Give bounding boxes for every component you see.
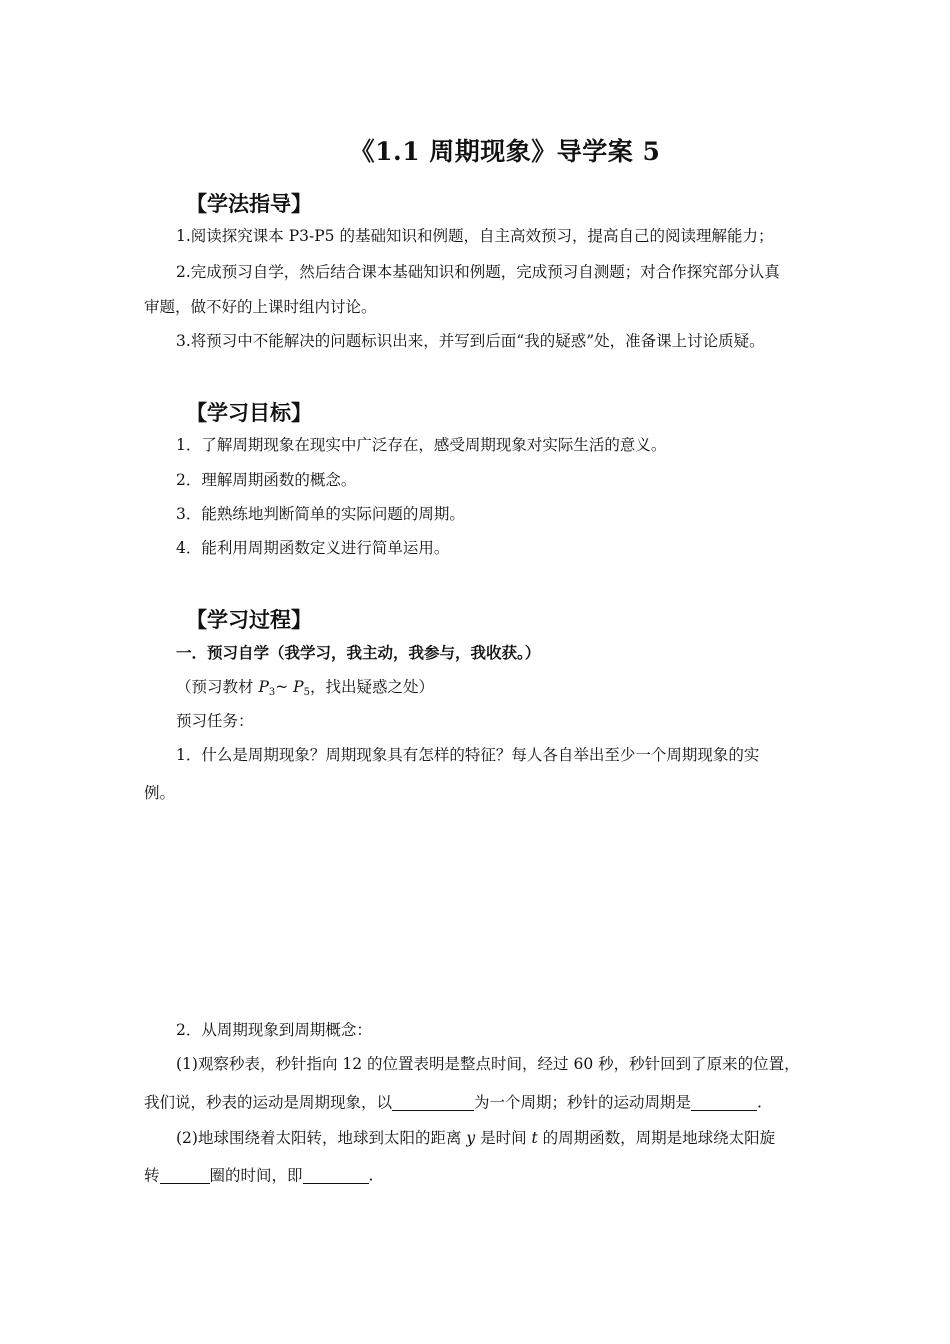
heading-learning-goals: 【学习目标】 <box>186 400 312 425</box>
method-item-3: 3.将预习中不能解决的问题标识出来，并写到后面“我的疑惑”处，准备课上讨论质疑。 <box>176 332 765 350</box>
q2-2-text-b: 是时间 <box>475 1129 532 1147</box>
textbook-note-prefix: （预习教材 <box>176 678 259 696</box>
textbook-note-suffix: ，找出疑惑之处） <box>309 678 434 696</box>
question-1-line-2: 例。 <box>144 784 176 802</box>
answer-blank-earth-period[interactable] <box>303 1167 369 1184</box>
answer-blank-period-unit[interactable] <box>392 1094 474 1111</box>
q2-2-text-d: 转 <box>144 1166 160 1185</box>
q2-2-end: . <box>368 1166 374 1185</box>
page-title: 《1.1 周期现象》导学案 5 <box>349 137 661 166</box>
textbook-note <box>176 680 434 698</box>
answer-blank-laps[interactable] <box>160 1167 210 1184</box>
goal-item-4: 4．能利用周期函数定义进行简单运用。 <box>176 539 450 557</box>
method-item-1: 1.阅读探究课本 P3-P5 的基础知识和例题，自主高效预习，提高自己的阅读理解能力； <box>176 227 774 245</box>
q2-2-text-a: (2)地球围绕着太阳转，地球到太阳的距离 <box>176 1129 467 1147</box>
goal-item-2: 2．理解周期函数的概念。 <box>176 471 357 489</box>
question-2-1-line-1: (1)观察秒表，秒针指向 12 的位置表明是整点时间，经过 60 秒，秒针回到了原来的位置， <box>176 1055 800 1073</box>
answer-blank-second-hand-period[interactable] <box>691 1094 757 1111</box>
goal-item-1: 1．了解周期现象在现实中广泛存在，感受周期现象对实际生活的意义。 <box>176 436 667 454</box>
task-label: 预习任务： <box>176 712 254 730</box>
q2-2-text-c: 的周期函数，周期是地球绕太阳旋 <box>537 1129 776 1147</box>
question-2-label: 2．从周期现象到周期概念： <box>176 1021 372 1039</box>
method-item-2: 2.完成预习自学，然后结合课本基础知识和例题，完成预习自测题；对合作探究部分认真 <box>176 263 780 281</box>
page-var-1: P <box>258 678 269 696</box>
heading-learning-process: 【学习过程】 <box>186 607 312 632</box>
var-y: y <box>466 1129 476 1147</box>
page-sub-2: 5 <box>303 687 310 698</box>
q2-1-text-a: 我们说，秒表的运动是周期现象，以 <box>144 1093 393 1112</box>
page-var-2: P <box>293 678 304 696</box>
question-2-1-line-2 <box>144 1094 762 1111</box>
question-2-2-line-2 <box>144 1167 373 1184</box>
var-t: t <box>531 1129 538 1147</box>
q2-1-text-b: 为一个周期；秒针的运动周期是 <box>474 1093 692 1112</box>
part1-label: 一．预习自学（我学习，我主动，我参与，我收获。） <box>176 643 541 662</box>
goal-item-3: 3．能熟练地判断简单的实际问题的周期。 <box>176 505 465 523</box>
tilde: ~ <box>275 678 294 696</box>
q2-2-text-e: 圈的时间，即 <box>209 1166 303 1185</box>
question-1-line-1: 1．什么是周期现象？周期现象具有怎样的特征？每人各自举出至少一个周期现象的实 <box>176 746 760 764</box>
heading-study-method: 【学法指导】 <box>186 191 312 216</box>
q2-1-end: . <box>757 1093 762 1112</box>
question-2-2-line-1 <box>176 1131 775 1147</box>
method-item-2-cont: 审题，做不好的上课时组内讨论。 <box>144 298 377 316</box>
page-sub-1: 3 <box>268 687 276 698</box>
